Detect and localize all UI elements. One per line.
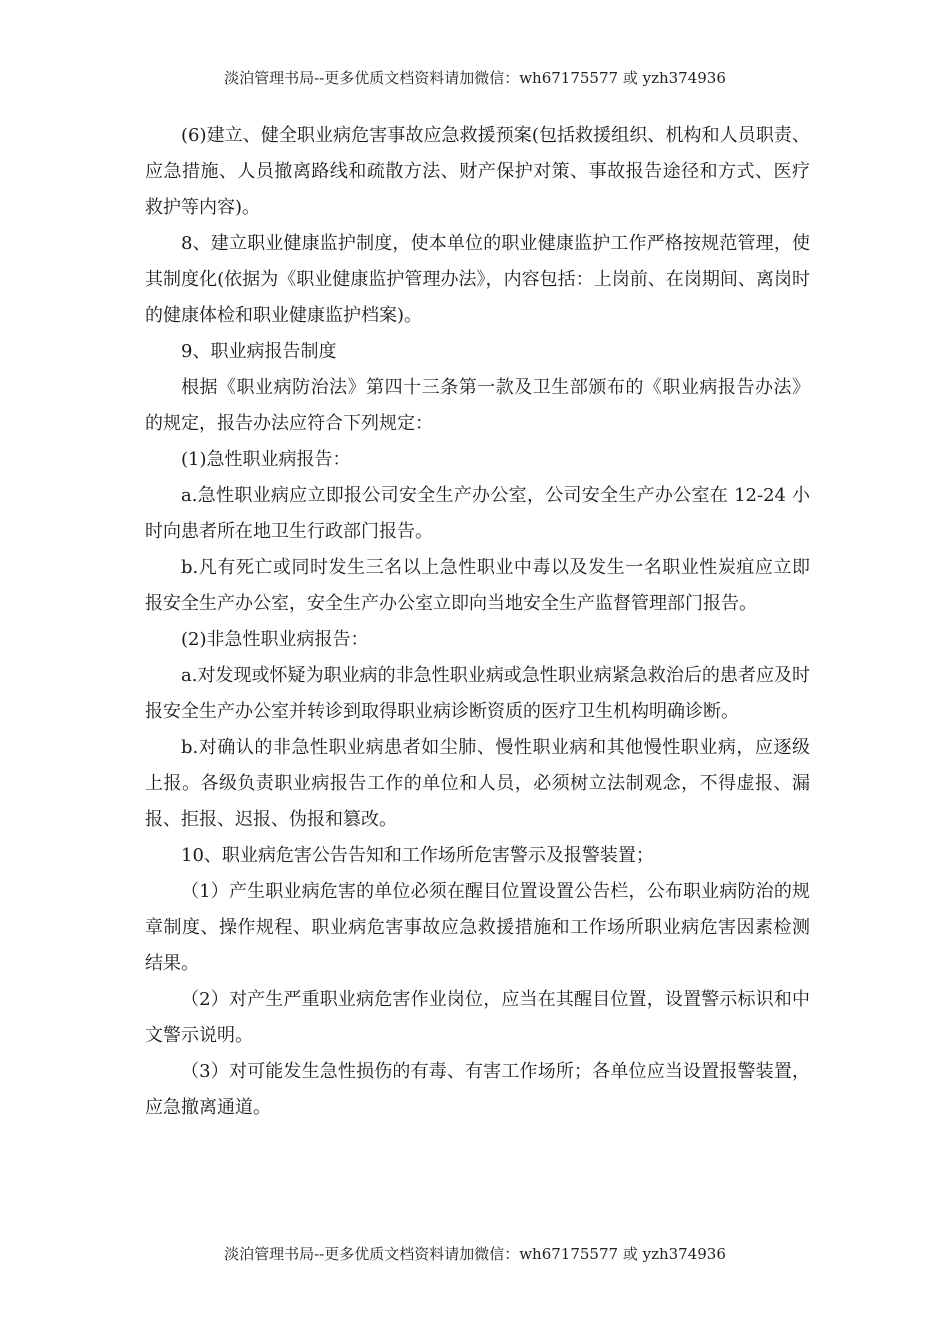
paragraph: b.凡有死亡或同时发生三名以上急性职业中毒以及发生一名职业性炭疽应立即报安全生产办公室，安全生产办公室立即向当地安全生产监督管理部门报告。: [145, 557, 810, 614]
paragraph: (6)建立、健全职业病危害事故应急救援预案(包括救援组织、机构和人员职责、应急措施、人员撤离路线和疏散方法、财产保护对策、事故报告途径和方式、医疗救护等内容)。: [145, 125, 810, 218]
paragraph: b.对确认的非急性职业病患者如尘肺、慢性职业病和其他慢性职业病，应逐级上报。各级负责职业病报告工作的单位和人员，必须树立法制观念，不得虚报、漏报、拒报、迟报、伪报和篡改。: [145, 737, 810, 830]
subsection-heading: (1)急性职业病报告：: [181, 449, 351, 470]
section-heading: 9、职业病报告制度: [181, 341, 337, 362]
paragraph: （1）产生职业病危害的单位必须在醒目位置设置公告栏，公布职业病防治的规章制度、操作规程、职业病危害事故应急救援措施和工作场所职业病危害因素检测结果。: [145, 881, 810, 974]
document-body: [145, 118, 810, 1126]
page-footer: 淡泊管理书局--更多优质文档资料请加微信：wh67175577 或 yzh374936: [224, 1245, 726, 1263]
paragraph: a.对发现或怀疑为职业病的非急性职业病或急性职业病紧急救治后的患者应及时报安全生产办公室并转诊到取得职业病诊断资质的医疗卫生机构明确诊断。: [145, 665, 810, 722]
subsection-heading: (2)非急性职业病报告：: [181, 629, 369, 650]
section-heading: 10、职业病危害公告告知和工作场所危害警示及报警装置；: [181, 845, 654, 866]
paragraph: 8、建立职业健康监护制度，使本单位的职业健康监护工作严格按规范管理，使其制度化(依据为《职业健康监护管理办法》，内容包括：上岗前、在岗期间、离岗时的健康体检和职业健康监护档案)。: [145, 233, 810, 326]
paragraph: 根据《职业病防治法》第四十三条第一款及卫生部颁布的《职业病报告办法》的规定，报告办法应符合下列规定：: [145, 377, 810, 434]
paragraph: （2）对产生严重职业病危害作业岗位，应当在其醒目位置，设置警示标识和中文警示说明。: [145, 989, 810, 1046]
paragraph: （3）对可能发生急性损伤的有毒、有害工作场所；各单位应当设置报警装置，应急撤离通道。: [145, 1061, 810, 1118]
paragraph: a.急性职业病应立即报公司安全生产办公室，公司安全生产办公室在 12-24 小时向患者所在地卫生行政部门报告。: [145, 485, 810, 542]
page-header: 淡泊管理书局--更多优质文档资料请加微信：wh67175577 或 yzh374936: [224, 69, 726, 87]
